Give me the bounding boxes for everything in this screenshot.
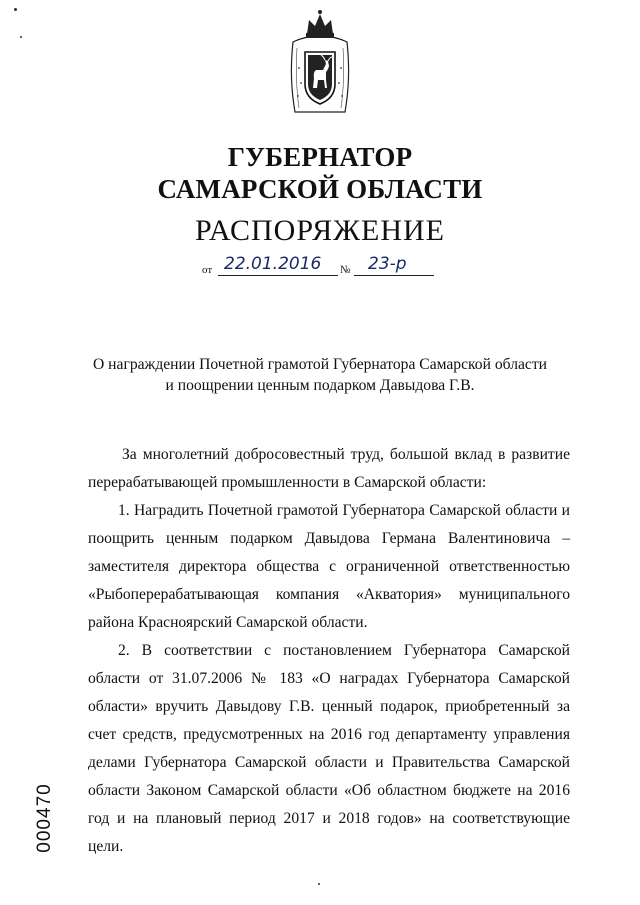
subject-line1: О награждении Почетной грамотой Губернатора Самарской области: [93, 356, 547, 373]
subject-line2: и поощрении ценным подарком Давыдова Г.В.: [165, 377, 475, 394]
margin-registration-number: 000470: [34, 783, 55, 853]
preamble-paragraph: За многолетний добросовестный труд, большой вклад в развитие перерабатывающей промышленности в Самарской области:: [88, 446, 570, 491]
scan-speck: [14, 8, 17, 11]
coat-of-arms-emblem: [287, 8, 353, 120]
handwritten-date: 22.01.2016: [224, 254, 322, 274]
handwritten-number: 23-р: [368, 254, 407, 274]
scan-speck: [318, 883, 320, 885]
number-label: №: [340, 264, 351, 276]
document-date-number-line: [202, 256, 442, 280]
document-type-heading: РАСПОРЯЖЕНИЕ: [194, 214, 446, 247]
authority-title-line1: ГУБЕРНАТОР: [227, 142, 413, 172]
item-2-paragraph: 2. В соответствии с постановлением Губернатора Самарской области от 31.07.2006 № 183 «О наградах Губернатора Самарской области» вручить Давыдову Г.В. ценный подарок, приобретенный за счет средств, предусмотренных на 2016 год департаменту управления делами Губернатора Самарской области и Правительства Самарской области Законом Самарской области «Об областном бюджете на 2016 год и на плановый период 2017 и 2018 годов» на соответствующие цели.: [88, 642, 570, 855]
scan-speck: [20, 36, 22, 38]
document-body: [88, 441, 570, 861]
document-subject: [60, 354, 580, 396]
authority-title-line2: САМАРСКОЙ ОБЛАСТИ: [157, 174, 483, 204]
date-label: от: [202, 264, 213, 276]
item-1-paragraph: 1. Наградить Почетной грамотой Губернатора Самарской области и поощрить ценным подарком Давыдова Германа Валентиновича – заместителя директора общества с ограниченной ответственностью «Рыбоперерабатывающая компания «Акватория» муниципального района Красноярский Самарской области.: [88, 502, 570, 631]
